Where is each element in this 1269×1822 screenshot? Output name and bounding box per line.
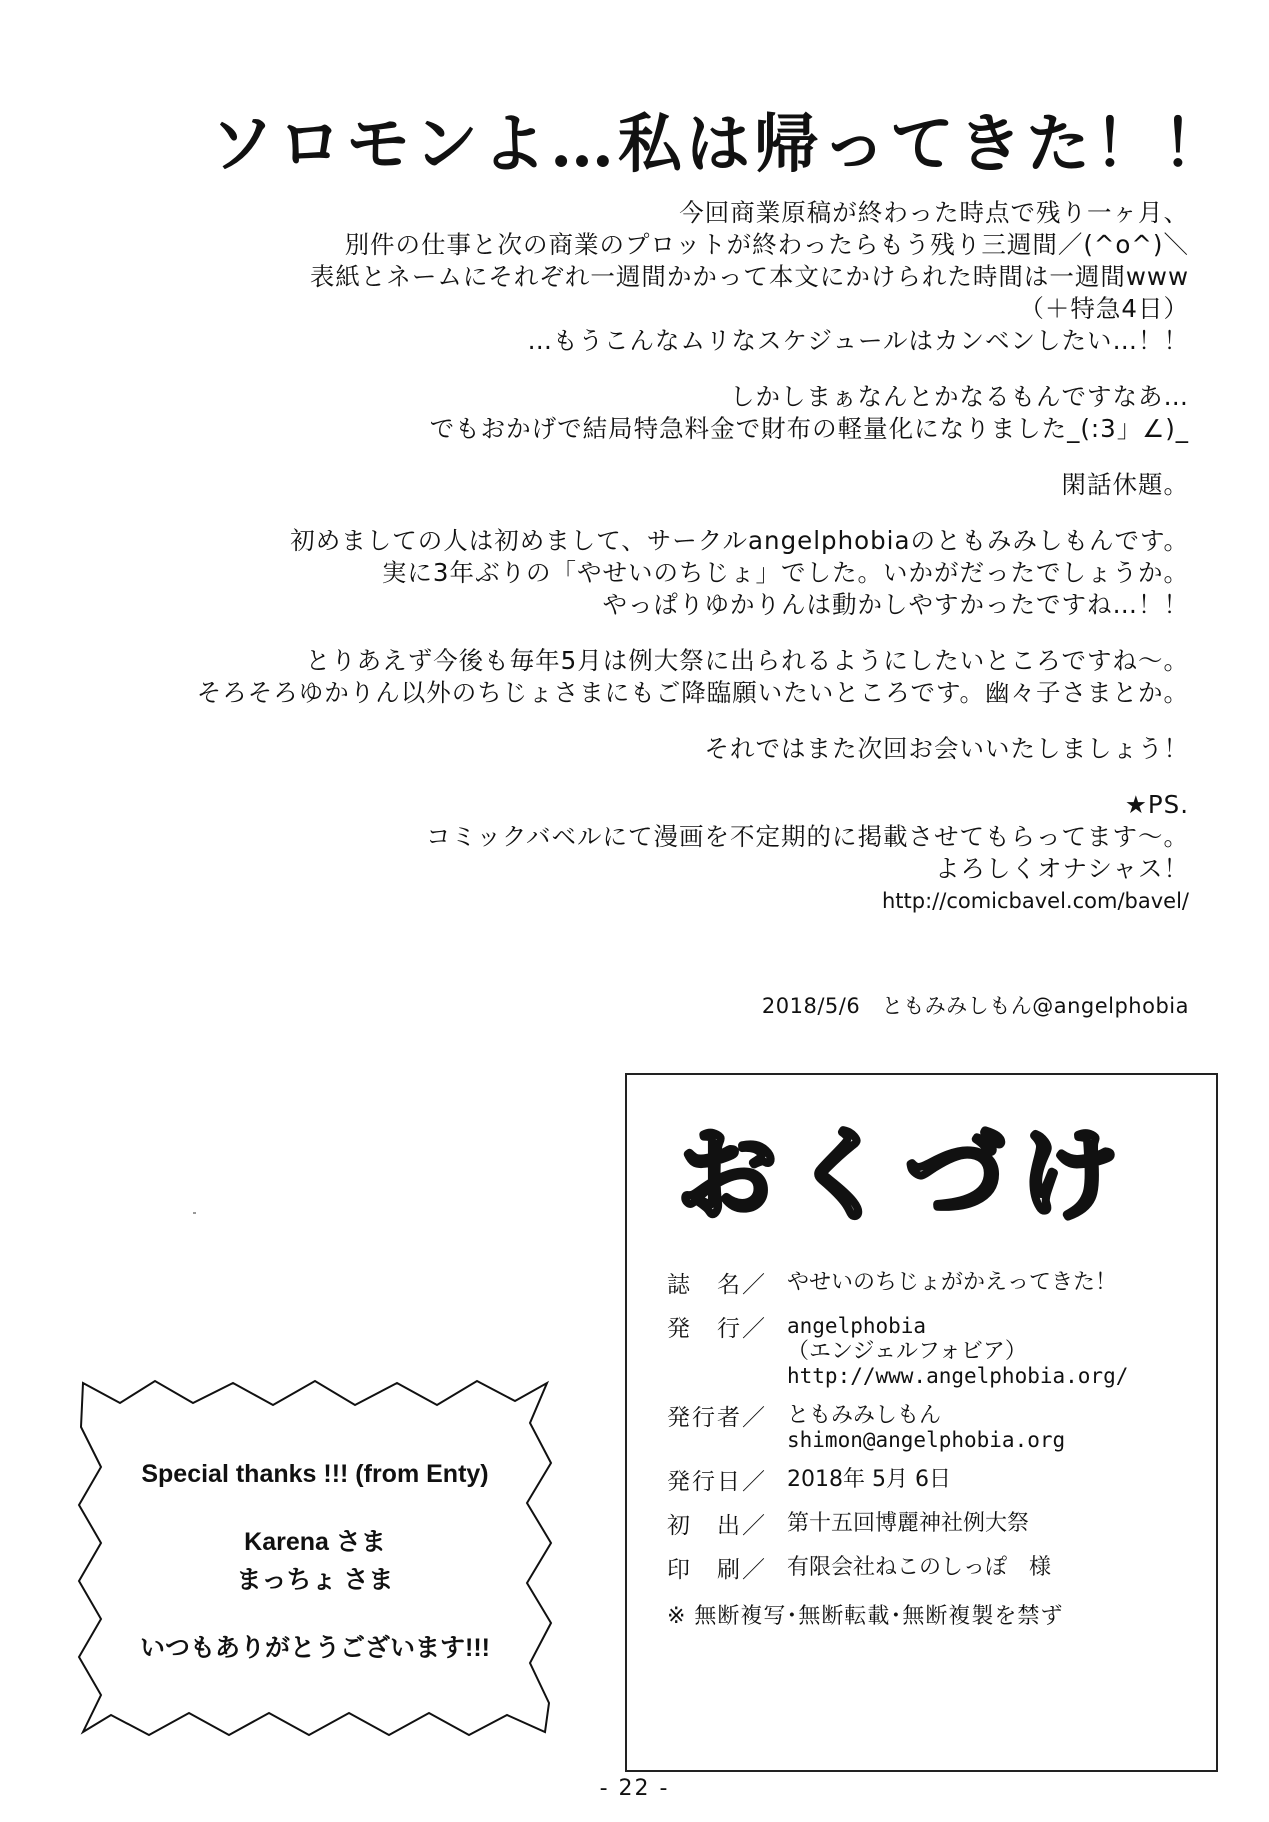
- speck: [193, 1212, 196, 1214]
- text-line: 初めましての人は初めまして、サークルangelphobiaのともみみしもんです。: [290, 526, 1189, 555]
- text-line: とりあえず今後も毎年5月は例大祭に出られるようにしたいところですね〜。: [305, 646, 1189, 675]
- text-line: 今回商業原稿が終わった時点で残り一ヶ月、: [679, 198, 1189, 227]
- colophon-row-title: [667, 1270, 1196, 1300]
- value-line: 2018年 5月 6日: [787, 1467, 951, 1492]
- row-value: [787, 1511, 1029, 1541]
- afterword-paragraph-5: [189, 645, 1189, 709]
- thanks-heading: Special thanks !!! (from Enty): [141, 1460, 489, 1488]
- page-title: ソロモンよ…私は帰ってきた！！: [210, 107, 1230, 182]
- text-line: そろそろゆかりん以外のちじょさまにもご降臨願いたいところです。幽々子さまとか。: [196, 678, 1189, 707]
- colophon-row-issuer: [667, 1403, 1196, 1453]
- colophon-rows: [667, 1270, 1196, 1630]
- text-line: よろしくオナシャス！: [934, 854, 1189, 883]
- copyright-notice: ※ 無断複写･無断転載･無断複製を禁ず: [667, 1604, 1064, 1629]
- afterword-paragraph-2: [189, 381, 1189, 445]
- colophon-row-publisher: [667, 1314, 1196, 1389]
- colophon-heading-text: おくづけ: [677, 1117, 1133, 1234]
- value-line: ともみみしもん: [787, 1403, 942, 1428]
- thanks-name: Karena さま: [244, 1528, 386, 1556]
- text-line: 別件の仕事と次の商業のプロットが終わったらもう残り三週間／(^o^)＼: [344, 230, 1189, 259]
- colophon-row-date: [667, 1467, 1196, 1497]
- row-value: [787, 1555, 1051, 1585]
- text-line: 表紙とネームにそれぞれ一週間かかって本文にかけられた時間は一週間www: [309, 262, 1189, 291]
- signature-date: 2018/5/6 ともみみしもん@angelphobia: [761, 994, 1189, 1018]
- value-line: 第十五回博麗神社例大祭: [787, 1511, 1030, 1536]
- row-label: 発行者／: [667, 1405, 767, 1431]
- text-line: コミックバベルにて漫画を不定期的に掲載させてもらってます〜。: [425, 822, 1189, 851]
- thanks-name: まっちょ さま: [236, 1566, 394, 1594]
- text-line: 実に3年ぶりの「やせいのちじょ」でした。いかがだったでしょうか。: [381, 558, 1189, 587]
- colophon-box: [625, 1073, 1218, 1772]
- thanks-content: [75, 1455, 555, 1667]
- comicbavel-url: http://comicbavel.com/bavel/: [881, 889, 1189, 913]
- text-line: 閑話休題。: [1061, 470, 1189, 499]
- text-line: でもおかげで結局特急料金で財布の軽量化になりました_(:3」∠)_: [429, 414, 1189, 443]
- row-value: [787, 1314, 1128, 1389]
- thanks-closing: いつもありがとうございます!!!: [140, 1634, 490, 1662]
- row-value: [787, 1270, 1117, 1300]
- text-line: しかしまぁなんとかなるもんですなあ…: [730, 382, 1189, 411]
- row-label: 発行日／: [667, 1469, 767, 1495]
- page-number: - 22 -: [599, 1776, 670, 1801]
- value-line: やせいのちじょがかえってきた！: [787, 1270, 1118, 1295]
- text-line: …もうこんなムリなスケジュールはカンベンしたい…！！: [527, 326, 1189, 355]
- text-line: それではまた次回お会いいたしましょう！: [704, 734, 1189, 763]
- row-value: [787, 1403, 1065, 1453]
- row-label: 印 刷／: [667, 1557, 767, 1583]
- afterword-paragraph-4: [189, 525, 1189, 621]
- publisher-url: http://www.angelphobia.org/: [787, 1364, 1129, 1388]
- value-line: 有限会社ねこのしっぽ 様: [787, 1555, 1052, 1580]
- value-line: （エンジェルフォビア）: [787, 1339, 1027, 1364]
- afterword-paragraph-1: [189, 197, 1189, 357]
- row-label: 誌 名／: [667, 1272, 767, 1298]
- text-line: やっぱりゆかりんは動かしやすかったですね…！！: [602, 590, 1189, 619]
- postscript: [189, 789, 1189, 917]
- colophon-row-printer: [667, 1555, 1196, 1585]
- row-label: 発 行／: [667, 1316, 767, 1342]
- row-label: 初 出／: [667, 1513, 767, 1539]
- special-thanks-box: [75, 1375, 555, 1740]
- afterword-paragraph-3: [189, 469, 1189, 501]
- afterword-paragraph-6: [189, 733, 1189, 765]
- afterword: [189, 197, 1189, 917]
- row-value: [787, 1467, 951, 1497]
- text-line: ★PS.: [1124, 790, 1189, 819]
- text-line: （＋特急4日）: [1019, 294, 1189, 323]
- issuer-email: shimon@angelphobia.org: [787, 1428, 1066, 1452]
- value-line: angelphobia: [787, 1314, 927, 1338]
- colophon-row-first-appearance: [667, 1511, 1196, 1541]
- colophon-heading: [667, 1105, 1167, 1239]
